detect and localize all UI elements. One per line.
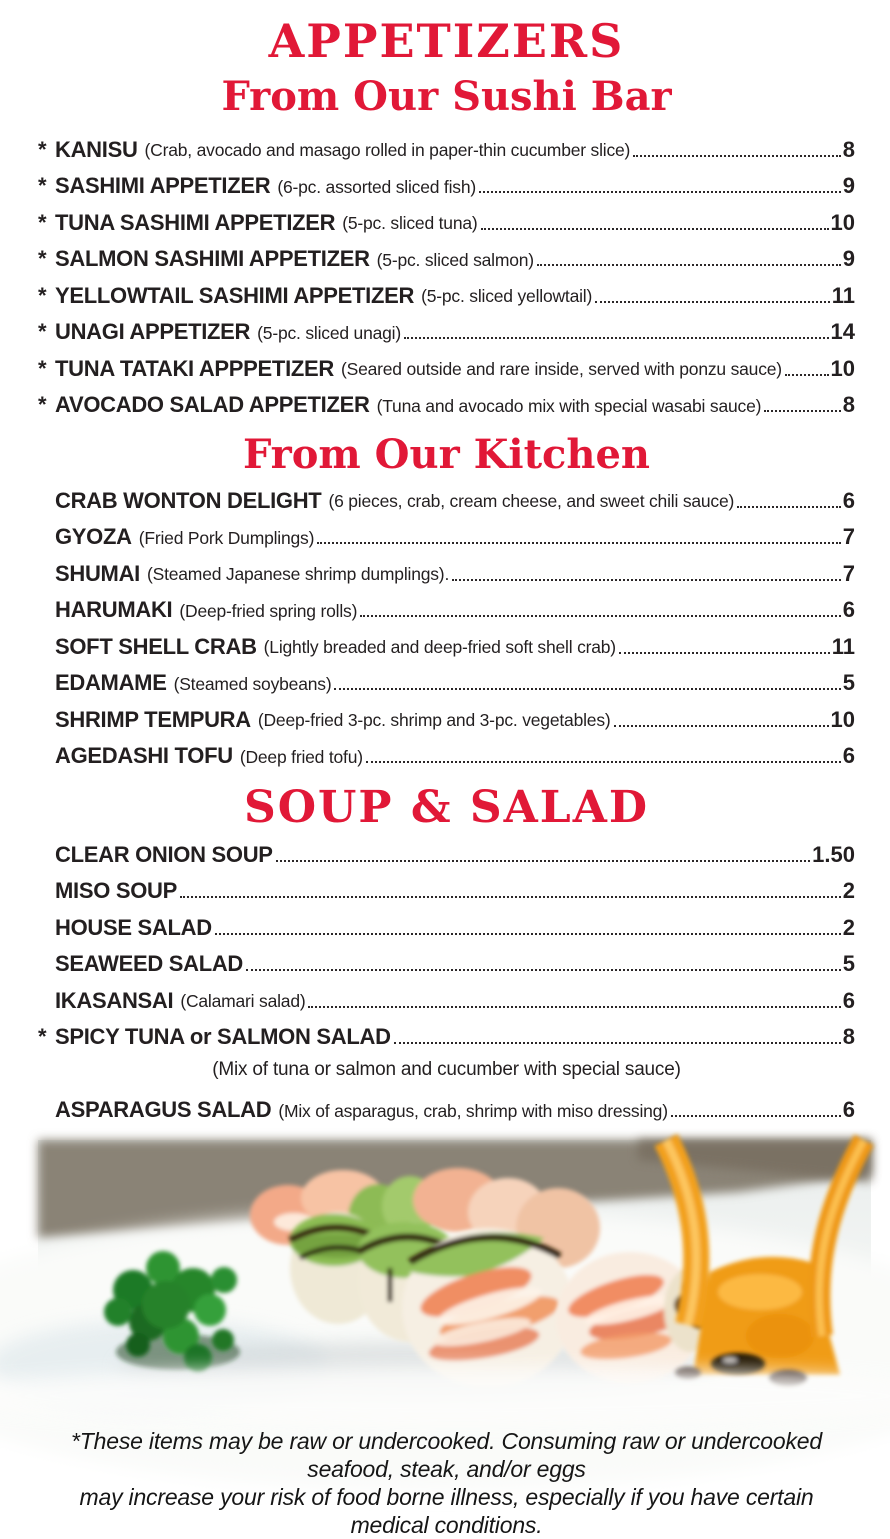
menu-item-row	[38, 167, 855, 204]
menu-item-row	[38, 872, 855, 909]
menu-item-row	[38, 700, 855, 737]
item-name: SALMON SASHIMI APPETIZER	[55, 246, 370, 271]
raw-item-asterisk: *	[38, 319, 47, 344]
item-price: 6	[842, 1097, 855, 1122]
raw-item-asterisk: *	[38, 392, 47, 417]
dot-leader	[317, 542, 841, 544]
dot-leader	[276, 860, 811, 862]
raw-item-asterisk: *	[38, 246, 47, 271]
raw-item-asterisk: *	[38, 355, 47, 381]
item-description: (Fried Pork Dumplings)	[138, 527, 315, 548]
item-name: HARUMAKI	[55, 597, 173, 622]
dot-leader	[537, 264, 841, 266]
item-price: 6	[842, 743, 855, 768]
sushi-photo-illustration	[38, 1140, 871, 1387]
item-price: 5	[842, 951, 855, 976]
menu-item-row	[38, 203, 855, 240]
menu-item-row	[38, 130, 855, 167]
dot-leader	[246, 969, 841, 971]
item-description: (Mix of asparagus, crab, shrimp with miso dressing)	[278, 1100, 668, 1121]
item-name: TUNA TATAKI APPPETIZER	[55, 355, 334, 381]
item-name: ASPARAGUS SALAD	[55, 1097, 272, 1122]
raw-item-asterisk: *	[38, 209, 47, 235]
dot-leader	[366, 761, 841, 763]
menu-item-row	[38, 276, 855, 313]
item-description: (Steamed Japanese shrimp dumplings).	[146, 564, 450, 584]
item-price: 6	[842, 487, 855, 513]
dot-leader	[479, 191, 841, 193]
item-name: YELLOWTAIL SASHIMI APPETIZER	[55, 282, 415, 308]
item-sub-note: (Mix of tuna or salmon and cucumber with special sauce)	[212, 1059, 681, 1080]
menu-item-row	[38, 240, 855, 277]
item-price: 8	[842, 392, 855, 417]
item-name: AVOCADO SALAD APPETIZER	[55, 392, 370, 417]
dot-leader	[671, 1115, 841, 1117]
menu-item-row	[38, 835, 855, 872]
item-price: 10	[830, 355, 855, 381]
item-name: SEAWEED SALAD	[55, 951, 244, 976]
dot-leader	[481, 228, 829, 230]
item-price: 6	[842, 597, 855, 622]
item-name: MISO SOUP	[55, 878, 177, 903]
raw-item-asterisk: *	[38, 282, 47, 308]
item-name: CLEAR ONION SOUP	[55, 841, 273, 867]
item-description: (5-pc. sliced yellowtail)	[421, 286, 593, 306]
item-description: (Deep fried tofu)	[239, 746, 363, 767]
item-name: AGEDASHI TOFU	[55, 743, 233, 768]
item-description: (Steamed soybeans)	[173, 673, 332, 694]
dot-leader	[334, 688, 840, 690]
item-name: SASHIMI APPETIZER	[55, 173, 271, 198]
item-price: 10	[830, 706, 855, 732]
menu-item-row	[38, 386, 855, 423]
item-description: (Calamari salad)	[180, 991, 306, 1011]
raw-item-asterisk: *	[38, 1024, 47, 1049]
item-name: TUNA SASHIMI APPETIZER	[55, 209, 336, 235]
dot-leader	[308, 1006, 840, 1008]
item-price: 7	[842, 560, 855, 586]
raw-item-asterisk: *	[38, 136, 47, 162]
item-name: UNAGI APPETIZER	[55, 319, 251, 344]
menu-item-row	[38, 737, 855, 774]
sushi-photo	[38, 1140, 871, 1387]
item-description: (Crab, avocado and masago rolled in paper-thin cucumber slice)	[144, 140, 631, 160]
item-name: GYOZA	[55, 524, 132, 549]
menu-item-row	[38, 1018, 855, 1055]
item-price: 5	[842, 670, 855, 695]
dot-leader	[619, 652, 830, 654]
item-description: (5-pc. sliced unagi)	[257, 322, 402, 343]
menu-item-row	[38, 945, 855, 982]
item-price: 9	[842, 246, 855, 271]
menu-item-row	[38, 518, 855, 555]
item-name: KANISU	[55, 136, 138, 162]
item-description: (Deep-fried 3-pc. shrimp and 3-pc. vegetables)	[257, 710, 611, 730]
item-description: (5-pc. sliced tuna)	[342, 213, 478, 233]
item-price: 8	[842, 136, 855, 162]
menu-item-row	[38, 554, 855, 591]
item-price: 9	[842, 173, 855, 198]
item-price: 7	[842, 524, 855, 549]
item-name: CRAB WONTON DELIGHT	[55, 487, 322, 513]
dot-leader	[452, 579, 841, 581]
item-price: 8	[842, 1024, 855, 1049]
disclaimer-line-2: may increase your risk of food borne illness, especially if you have certain medical conditions.	[79, 1484, 814, 1538]
item-price: 14	[830, 319, 855, 344]
item-price: 2	[842, 914, 855, 940]
dot-leader	[764, 410, 841, 412]
item-price: 6	[842, 987, 855, 1013]
item-name: SHRIMP TEMPURA	[55, 706, 251, 732]
dot-leader	[404, 337, 829, 339]
item-name: SHUMAI	[55, 560, 140, 586]
item-price: 2	[842, 878, 855, 903]
dot-leader	[360, 615, 841, 617]
item-description: (5-pc. sliced salmon)	[376, 249, 534, 270]
section-heading-appetizers: APPETIZERS	[268, 14, 625, 68]
menu-item-row	[38, 349, 855, 386]
item-description: (6 pieces, crab, cream cheese, and sweet chili sauce)	[328, 491, 735, 511]
menu-item-row	[38, 481, 855, 518]
item-description: (Lightly breaded and deep-fried soft shell crab)	[263, 637, 616, 657]
item-price: 1.50	[812, 841, 855, 867]
section-heading-soup-salad: SOUP & SALAD	[243, 782, 650, 833]
dot-leader	[180, 896, 841, 898]
item-name: SOFT SHELL CRAB	[55, 633, 257, 659]
menu-item-row	[38, 981, 855, 1018]
item-description: (6-pc. assorted sliced fish)	[277, 176, 476, 197]
dot-leader	[215, 933, 841, 935]
dot-leader	[633, 155, 841, 157]
item-name: EDAMAME	[55, 670, 167, 695]
section-heading-kitchen: From Our Kitchen	[242, 431, 651, 478]
dot-leader	[614, 725, 829, 727]
item-description: (Seared outside and rare inside, served with ponzu sauce)	[340, 359, 782, 379]
disclaimer-line-1: *These items may be raw or undercooked. Consuming raw or undercooked seafood, steak, and/or eggs	[71, 1428, 822, 1482]
dot-leader	[595, 301, 830, 303]
menu-item-row	[38, 664, 855, 701]
raw-item-asterisk: *	[38, 173, 47, 198]
item-description: (Tuna and avocado mix with special wasabi sauce)	[376, 395, 762, 416]
menu-item-row	[38, 1091, 855, 1128]
menu-item-row	[38, 591, 855, 628]
menu-item-row	[38, 627, 855, 664]
item-price: 11	[831, 282, 855, 308]
item-name: SPICY TUNA or SALMON SALAD	[55, 1024, 391, 1049]
item-name: IKASANSAI	[55, 987, 174, 1013]
section-heading-sushi-bar: From Our Sushi Bar	[221, 73, 672, 120]
item-description: (Deep-fried spring rolls)	[179, 600, 358, 621]
item-price: 10	[830, 209, 855, 235]
dot-leader	[737, 506, 841, 508]
item-name: HOUSE SALAD	[55, 914, 212, 940]
menu-item-row	[38, 313, 855, 350]
raw-food-disclaimer	[38, 1427, 855, 1539]
item-price: 11	[831, 633, 855, 659]
dot-leader	[785, 374, 829, 376]
menu-item-row	[38, 908, 855, 945]
dot-leader	[394, 1042, 841, 1044]
